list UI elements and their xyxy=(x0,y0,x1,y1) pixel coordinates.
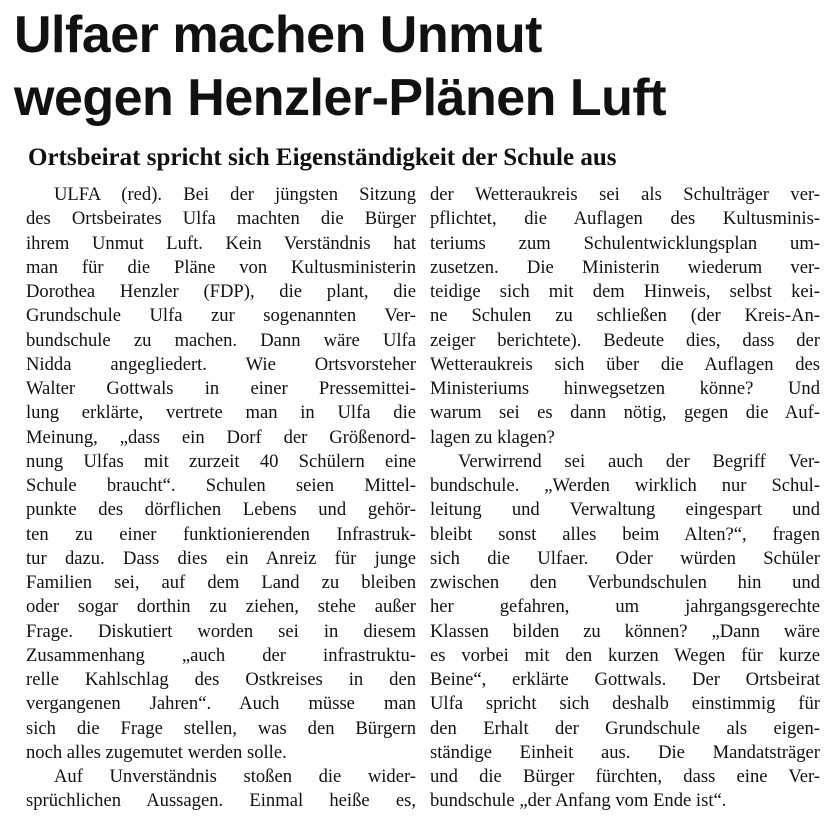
text-line: sich die Frage stellen, was den Bürgern xyxy=(26,717,416,739)
text-line: punkte des dörflichen Lebens und gehör- xyxy=(26,499,416,521)
text-line: es vorbei mit den kurzen Wegen für kurze xyxy=(430,644,820,666)
text-line: teriums zum Schulentwicklungsplan um- xyxy=(430,232,820,254)
article-column-right xyxy=(430,183,820,814)
text-line: bundschule zu machen. Dann wäre Ulfa xyxy=(26,329,416,351)
text-line: vergangenen Jahren“. Auch müsse man xyxy=(26,693,416,715)
text-line: ihrem Unmut Luft. Kein Verständnis hat xyxy=(26,232,416,254)
text-line: den Erhalt der Grundschule als eigen- xyxy=(430,717,820,739)
text-line: des Ortsbeirates Ulfa machten die Bürger xyxy=(26,208,416,230)
text-line: ne Schulen zu schließen (der Kreis-An- xyxy=(430,305,820,327)
text-line: tur dazu. Dass dies ein Anreiz für junge xyxy=(26,547,416,569)
text-line: man für die Pläne von Kultusministerin xyxy=(26,256,416,278)
text-line: Klassen bilden zu können? „Dann wäre xyxy=(430,620,820,642)
text-line: Dorothea Henzler (FDP), die plant, die xyxy=(26,281,416,302)
subheadline: Ortsbeirat spricht sich Eigenständigkeit der Schule aus xyxy=(28,144,617,171)
headline xyxy=(14,4,834,130)
text-line: ULFA (red). Bei der jüngsten Sitzung xyxy=(54,184,416,205)
text-line: lung erklärte, vertrete man in Ulfa die xyxy=(26,402,416,424)
article-column-left xyxy=(26,183,416,814)
text-line: zeiger berichtete). Bedeute dies, dass der xyxy=(430,329,820,351)
text-line: noch alles zugemutet werden solle. xyxy=(26,741,287,763)
headline-line-1: Ulfaer machen Unmut xyxy=(14,6,542,64)
text-line: Ulfa spricht sich deshalb einstimmig für xyxy=(430,693,820,715)
text-line: Auf Unverständnis stoßen die wider- xyxy=(54,766,416,787)
text-line: Grundschule Ulfa zur sogenannten Ver- xyxy=(26,305,416,327)
text-line: nung Ulfas mit zurzeit 40 Schülern eine xyxy=(26,450,416,472)
text-line: warum sei es dann nötig, gegen die Auf- xyxy=(430,402,820,424)
text-line: und die Bürger fürchten, dass eine Ver- xyxy=(430,766,820,787)
text-line: Ministeriums hinwegsetzen könne? Und xyxy=(430,378,820,399)
text-line: zwischen den Verbundschulen hin und xyxy=(430,572,820,593)
text-line: leitung und Verwaltung eingespart und xyxy=(430,499,820,521)
text-line: bleibt sonst alles beim Alten?“, fragen xyxy=(430,523,820,545)
text-line: sprüchlichen Aussagen. Einmal heiße es, xyxy=(26,790,416,812)
text-line: ten zu einer funktionierenden Infrastruk- xyxy=(26,523,416,545)
text-line: Beine“, erklärte Gottwals. Der Ortsbeirat xyxy=(430,669,820,690)
text-line: teidige sich mit dem Hinweis, selbst kei- xyxy=(430,281,820,302)
headline-line-2: wegen Henzler-Plänen Luft xyxy=(14,69,667,127)
text-line: relle Kahlschlag des Ostkreises in den xyxy=(26,669,416,690)
text-line: Meinung, „dass ein Dorf der Größenord- xyxy=(26,426,416,448)
text-line: lagen zu klagen? xyxy=(430,426,555,448)
text-line: bundschule. „Werden wirklich nur Schul- xyxy=(430,475,820,496)
text-line: Zusammenhang „auch der infrastruktu- xyxy=(26,644,416,666)
text-line: zusetzen. Die Ministerin wiederum ver- xyxy=(430,256,820,278)
text-line: oder sogar dorthin zu ziehen, stehe außer xyxy=(26,596,416,618)
text-line: Schule braucht“. Schulen seien Mittel- xyxy=(26,475,416,496)
text-line: Frage. Diskutiert worden sei in diesem xyxy=(26,620,416,642)
text-line: pflichtet, die Auflagen des Kultusminis- xyxy=(430,208,820,230)
text-line: bundschule „der Anfang vom Ende ist“. xyxy=(430,790,727,812)
text-line: her gefahren, um jahrgangsgerechte xyxy=(430,596,820,618)
text-line: Familien sei, auf dem Land zu bleiben xyxy=(26,572,416,593)
text-line: Walter Gottwals in einer Pressemittei- xyxy=(26,378,416,399)
text-line: Nidda angegliedert. Wie Ortsvorsteher xyxy=(26,353,416,375)
text-line: Verwirrend sei auch der Begriff Ver- xyxy=(458,450,820,472)
text-line: sich die Ulfaer. Oder würden Schüler xyxy=(430,547,820,569)
text-line: Wetteraukreis sich über die Auflagen des xyxy=(430,353,820,375)
text-line: ständige Einheit aus. Die Mandatsträger xyxy=(430,741,820,763)
text-line: der Wetteraukreis sei als Schulträger ver- xyxy=(430,184,820,205)
